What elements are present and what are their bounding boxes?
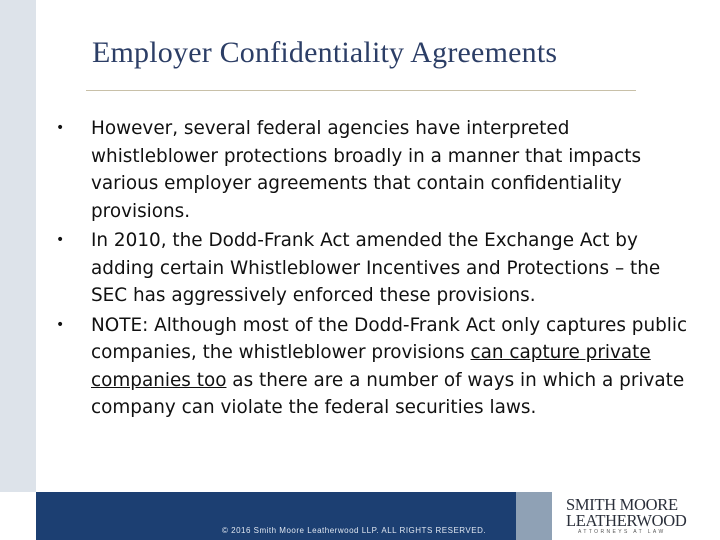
bullet-text-end: as there are a number of ways in which a private company can violate the federal securities laws.	[91, 369, 685, 418]
logo-line-2: LEATHERWOOD	[566, 511, 687, 530]
title-divider	[86, 90, 636, 91]
firm-logo	[566, 492, 716, 538]
bullet-text-underlined: can capture private companies too	[91, 342, 651, 391]
bullet-glyph: •	[56, 120, 65, 136]
bullet-glyph: •	[56, 232, 65, 248]
bullet-list	[56, 115, 696, 424]
bullet-item	[56, 312, 696, 422]
footer-accent-block	[516, 492, 552, 540]
footer-copyright: © 2016 Smith Moore Leatherwood LLP. ALL RIGHTS RESERVED.	[222, 526, 487, 535]
slide-title: Employer Confidentiality Agreements	[92, 36, 558, 69]
bullet-item	[56, 115, 696, 225]
bullet-text: In 2010, the Dodd-Frank Act amended the Exchange Act by adding certain Whistleblower Incentives and Protections – the SEC has aggressively enforced these provisions.	[91, 230, 661, 306]
bullet-text: However, several federal agencies have interpreted whistleblower protections broadly in a manner that impacts various employer agreements that contain confidentiality provisions.	[91, 118, 642, 222]
bullet-text-start: NOTE: Although most of the Dodd-Frank Act only captures public companies, the whistleblower provisions	[91, 314, 688, 363]
logo-line-1: SMITH MOORE	[566, 495, 678, 514]
bullet-item	[56, 227, 696, 310]
bullet-glyph: •	[56, 316, 65, 333]
left-decorative-strip	[0, 0, 36, 492]
logo-tagline: ATTORNEYS AT LAW	[578, 529, 666, 535]
